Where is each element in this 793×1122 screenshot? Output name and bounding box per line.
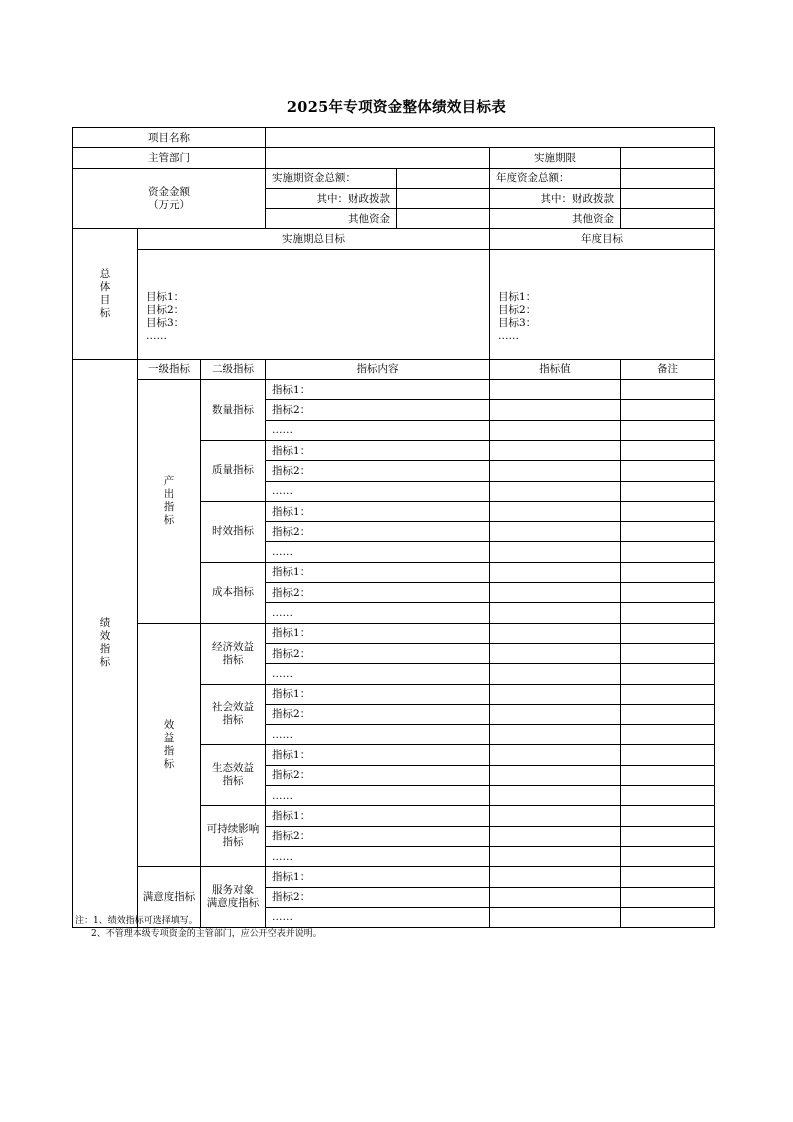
level2-name-line: 生态效益 (212, 762, 254, 775)
indicator-content-cell[interactable]: 指标2： (266, 400, 490, 420)
indicator-content-cell[interactable]: 指标2： (266, 643, 490, 663)
indicator-value-cell[interactable] (490, 846, 621, 866)
indicator-value-cell[interactable] (490, 806, 621, 826)
indicator-value-cell[interactable] (490, 481, 621, 501)
indicator-value-cell[interactable] (490, 380, 621, 400)
indicator-value-cell[interactable] (490, 786, 621, 806)
indicator-content-cell[interactable]: 指标1： (266, 562, 490, 582)
overall-label-char: 体 (99, 281, 111, 294)
indicator-content-cell[interactable]: …… (266, 786, 490, 806)
indicator-remark-cell[interactable] (621, 603, 715, 623)
level2-indicator-name (201, 380, 266, 441)
indicator-value-cell[interactable] (490, 745, 621, 765)
indicator-remark-cell[interactable] (621, 867, 715, 887)
col-level2-header: 二级指标 (201, 359, 266, 379)
indicator-content-cell[interactable]: 指标1： (266, 440, 490, 460)
goal-line: 目标2： (498, 303, 537, 316)
department-field[interactable] (266, 148, 490, 168)
indicator-content-cell[interactable]: 指标1： (266, 684, 490, 704)
indicator-remark-cell[interactable] (621, 786, 715, 806)
indicator-content-cell[interactable]: 指标2： (266, 704, 490, 724)
indicator-remark-cell[interactable] (621, 745, 715, 765)
indicator-value-cell[interactable] (490, 765, 621, 785)
overall-label-char: 总 (99, 268, 111, 281)
other-annual-field[interactable] (621, 209, 715, 229)
level2-indicator-name (201, 562, 266, 623)
level2-indicator-name (201, 806, 266, 867)
indicator-content-cell[interactable]: 指标1： (266, 623, 490, 643)
funds-label-line1: 资金金额 (148, 185, 190, 198)
indicator-content-cell[interactable]: 指标1： (266, 806, 490, 826)
level2-indicator-name (201, 501, 266, 562)
indicator-value-cell[interactable] (490, 583, 621, 603)
annual-goal-header: 年度目标 (490, 229, 715, 249)
indicator-value-cell[interactable] (490, 440, 621, 460)
overall-label-char: 目 (99, 294, 111, 307)
satisfaction-indicator-label: 满意度指标 (138, 867, 201, 928)
footnote-1: 注：1、绩效指标可选择填写。 (75, 916, 198, 926)
period-total-field[interactable] (397, 168, 490, 188)
level2-name-line: 满意度指标 (206, 897, 260, 910)
page-title: 2025年专项资金整体绩效目标表 (286, 99, 507, 116)
overall-label-char: 标 (99, 307, 111, 320)
indicator-value-cell[interactable] (490, 400, 621, 420)
footnote-2: 2、不管理本级专项资金的主管部门，应公开空表并说明。 (91, 929, 322, 939)
indicator-value-cell[interactable] (490, 542, 621, 562)
goal-line: …… (498, 329, 520, 342)
col-content-header: 指标内容 (266, 359, 490, 379)
indicator-remark-cell[interactable] (621, 623, 715, 643)
perf-label-char: 绩 (99, 617, 111, 630)
indicator-value-cell[interactable] (490, 704, 621, 724)
indicator-remark-cell[interactable] (621, 420, 715, 440)
indicator-content-cell[interactable]: 指标1： (266, 745, 490, 765)
level2-name-line: 指标 (222, 775, 244, 788)
indicator-remark-cell[interactable] (621, 806, 715, 826)
indicator-content-cell[interactable]: 指标2： (266, 887, 490, 907)
indicator-remark-cell[interactable] (621, 643, 715, 663)
indicator-remark-cell[interactable] (621, 562, 715, 582)
goal-line: …… (146, 329, 167, 342)
period-label: 实施期限 (490, 148, 621, 168)
indicator-content-cell[interactable]: …… (266, 542, 490, 562)
goal-line: 目标3： (146, 316, 185, 329)
indicator-value-cell[interactable] (490, 725, 621, 745)
label-char: 效 (163, 718, 175, 731)
funds-label (73, 168, 266, 229)
project-name-label: 项目名称 (73, 128, 266, 148)
indicator-remark-cell[interactable] (621, 542, 715, 562)
performance-indicator-label (73, 359, 138, 927)
indicator-remark-cell[interactable] (621, 440, 715, 460)
indicator-content-cell[interactable]: 指标2： (266, 583, 490, 603)
perf-label-char: 指 (99, 643, 111, 656)
level2-indicator-name (201, 440, 266, 501)
indicator-content-cell[interactable]: 指标2： (266, 765, 490, 785)
perf-label-char: 效 (99, 630, 111, 643)
project-name-field[interactable] (266, 128, 715, 148)
indicator-value-cell[interactable] (490, 501, 621, 521)
indicator-value-cell[interactable] (490, 684, 621, 704)
level2-name-line: 服务对象 (212, 884, 254, 897)
funds-label-line2: （万元） (148, 198, 190, 211)
goal-line: 目标1： (146, 290, 185, 303)
department-label: 主管部门 (73, 148, 266, 168)
indicator-content-cell[interactable]: …… (266, 725, 490, 745)
indicator-remark-cell[interactable] (621, 684, 715, 704)
level2-name-line: 经济效益 (212, 640, 254, 653)
footnotes (75, 915, 322, 941)
indicator-remark-cell[interactable] (621, 380, 715, 400)
fiscal-period-field[interactable] (397, 188, 490, 208)
indicator-content-cell[interactable]: …… (266, 481, 490, 501)
level2-name-line: 可持续影响 (206, 823, 260, 836)
indicator-remark-cell[interactable] (621, 400, 715, 420)
label-char: 出 (163, 488, 175, 501)
performance-goal-table (72, 127, 715, 928)
label-char: 益 (163, 731, 175, 744)
indicator-remark-cell[interactable] (621, 725, 715, 745)
indicator-value-cell[interactable] (490, 907, 621, 927)
level2-name-line: 时效指标 (212, 525, 254, 538)
level2-name-line: 社会效益 (212, 701, 254, 714)
indicator-content-cell[interactable]: 指标2： (266, 461, 490, 481)
other-period-label: 其他资金 (266, 209, 397, 229)
indicator-content-cell[interactable]: 指标1： (266, 867, 490, 887)
annual-total-label: 年度资金总额： (490, 168, 621, 188)
output-indicator-label (138, 380, 201, 624)
indicator-content-cell[interactable]: 指标1： (266, 380, 490, 400)
level2-name-line: 指标 (222, 714, 244, 727)
period-field[interactable] (621, 148, 715, 168)
indicator-remark-cell[interactable] (621, 501, 715, 521)
indicator-content-cell[interactable]: …… (266, 846, 490, 866)
goal-line: 目标1： (498, 290, 537, 303)
indicator-value-cell[interactable] (490, 623, 621, 643)
indicator-remark-cell[interactable] (621, 887, 715, 907)
indicator-value-cell[interactable] (490, 562, 621, 582)
fiscal-period-label: 其中：财政拨款 (266, 188, 397, 208)
benefit-indicator-label (138, 623, 201, 867)
label-char: 标 (163, 514, 175, 527)
other-period-field[interactable] (397, 209, 490, 229)
level2-name-line: 成本指标 (212, 586, 254, 599)
indicator-value-cell[interactable] (490, 420, 621, 440)
indicator-content-cell[interactable]: …… (266, 907, 490, 927)
level2-name-line: 数量指标 (212, 403, 254, 416)
indicator-remark-cell[interactable] (621, 583, 715, 603)
indicator-content-cell[interactable]: 指标2： (266, 522, 490, 542)
indicator-value-cell[interactable] (490, 522, 621, 542)
indicator-value-cell[interactable] (490, 643, 621, 663)
indicator-content-cell[interactable]: …… (266, 664, 490, 684)
level2-indicator-name (201, 684, 266, 745)
level2-name-line: 质量指标 (212, 464, 254, 477)
label-char: 指 (163, 501, 175, 514)
indicator-value-cell[interactable] (490, 867, 621, 887)
fiscal-annual-label: 其中：财政拨款 (490, 188, 621, 208)
indicator-content-cell[interactable]: 指标2： (266, 826, 490, 846)
indicator-remark-cell[interactable] (621, 461, 715, 481)
level2-indicator-name (201, 623, 266, 684)
goal-line: 目标3： (498, 316, 537, 329)
goal-line: 目标2： (146, 303, 185, 316)
indicator-value-cell[interactable] (490, 887, 621, 907)
label-char: 指 (163, 744, 175, 757)
indicator-remark-cell[interactable] (621, 907, 715, 927)
period-total-label: 实施期资金总额： (266, 168, 397, 188)
indicator-remark-cell[interactable] (621, 664, 715, 684)
indicator-remark-cell[interactable] (621, 765, 715, 785)
overall-goal-label (73, 229, 138, 359)
indicator-remark-cell[interactable] (621, 826, 715, 846)
indicator-remark-cell[interactable] (621, 522, 715, 542)
indicator-content-cell[interactable]: 指标1： (266, 501, 490, 521)
indicator-content-cell[interactable]: …… (266, 420, 490, 440)
indicator-content-cell[interactable]: …… (266, 603, 490, 623)
other-annual-label: 其他资金 (490, 209, 621, 229)
indicator-remark-cell[interactable] (621, 846, 715, 866)
col-level1-header: 一级指标 (138, 359, 201, 379)
indicator-value-cell[interactable] (490, 826, 621, 846)
annual-goal-field[interactable] (490, 249, 715, 359)
indicator-value-cell[interactable] (490, 603, 621, 623)
label-char: 标 (163, 757, 175, 770)
perf-label-char: 标 (99, 656, 111, 669)
indicator-value-cell[interactable] (490, 461, 621, 481)
indicator-remark-cell[interactable] (621, 704, 715, 724)
annual-total-field[interactable] (621, 168, 715, 188)
fiscal-annual-field[interactable] (621, 188, 715, 208)
label-char: 产 (163, 475, 175, 488)
level2-name-line: 指标 (222, 653, 244, 666)
indicator-remark-cell[interactable] (621, 481, 715, 501)
period-goal-field[interactable] (138, 249, 490, 359)
indicator-value-cell[interactable] (490, 664, 621, 684)
period-goal-header: 实施期总目标 (138, 229, 490, 249)
col-value-header: 指标值 (490, 359, 621, 379)
level2-name-line: 指标 (222, 836, 244, 849)
col-remark-header: 备注 (621, 359, 715, 379)
level2-indicator-name (201, 745, 266, 806)
